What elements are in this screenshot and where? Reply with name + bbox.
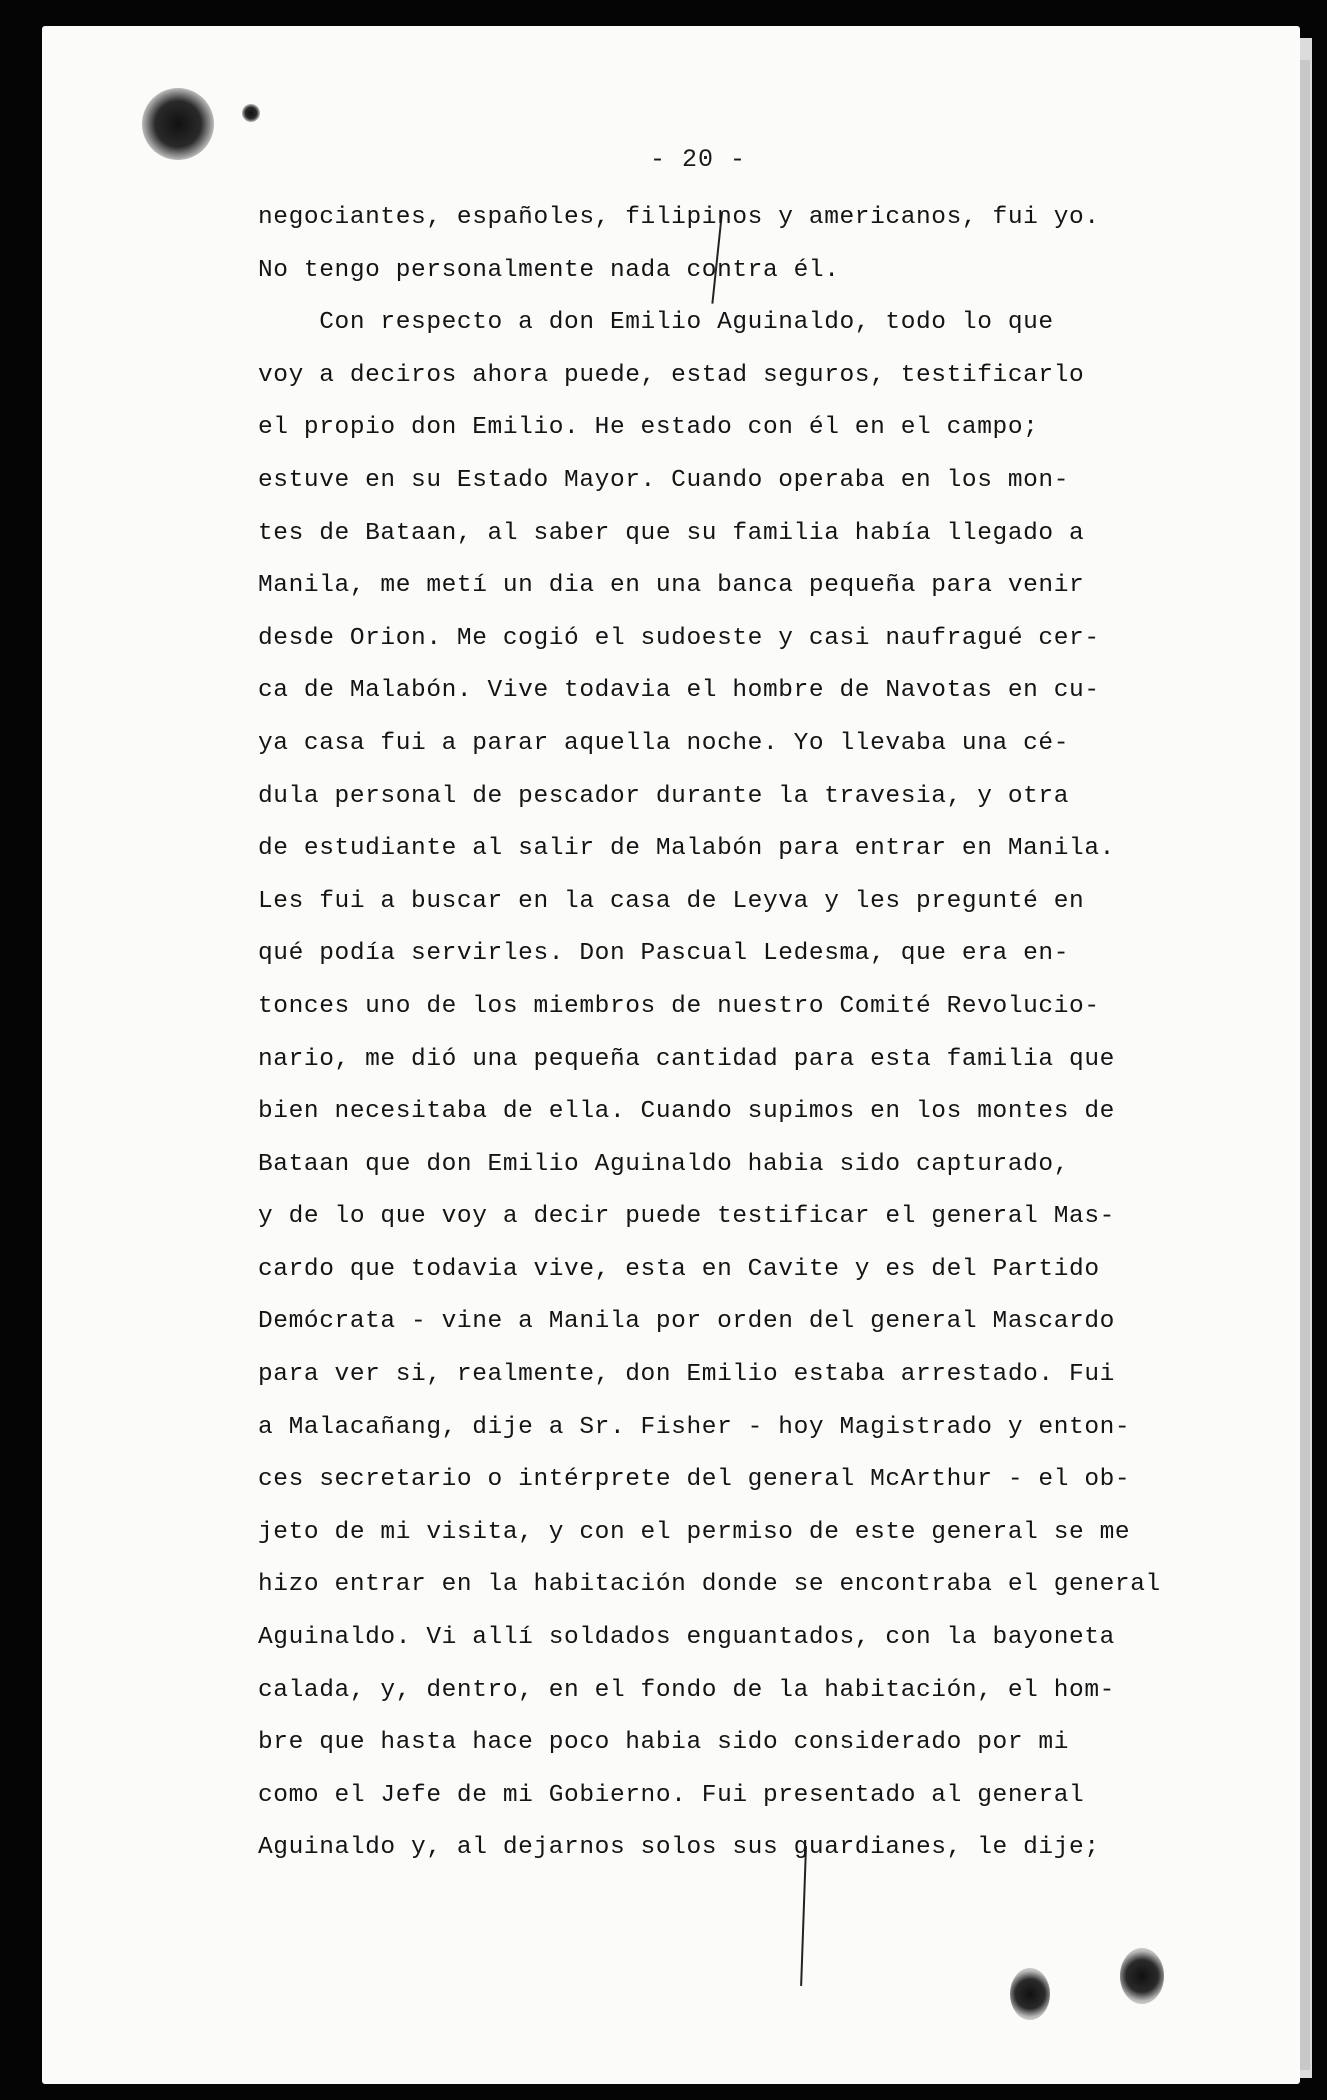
text-line: hizo entrar en la habitación donde se encontraba el general	[258, 1571, 1161, 1599]
ink-blot-bottom-right	[1010, 1968, 1050, 2020]
text-line: Demócrata - vine a Manila por orden del general Mascardo	[258, 1308, 1115, 1336]
text-line: a Malacañang, dije a Sr. Fisher - hoy Magistrado y enton-	[258, 1413, 1131, 1441]
text-line: ca de Malabón. Vive todavia el hombre de Navotas en cu-	[258, 677, 1100, 705]
ink-blot-top-left	[142, 88, 214, 160]
text-line: Manila, me metí un dia en una banca pequeña para venir	[258, 572, 1085, 600]
text-line: y de lo que voy a decir puede testificar el general Mas-	[258, 1203, 1115, 1231]
ink-blot-bottom-right-2	[1120, 1948, 1164, 2004]
text-line: voy a deciros ahora puede, estad seguros, testificarlo	[258, 361, 1085, 389]
text-line: jeto de mi visita, y con el permiso de este general se me	[258, 1518, 1131, 1546]
text-line: ces secretario o intérprete del general McArthur - el ob-	[258, 1466, 1131, 1494]
text-line: como el Jefe de mi Gobierno. Fui presentado al general	[258, 1781, 1085, 1809]
text-line: Aguinaldo. Vi allí soldados enguantados, con la bayoneta	[258, 1624, 1115, 1652]
ink-blot-small-top-left	[242, 104, 260, 122]
text-line: Con respecto a don Emilio Aguinaldo, todo lo que	[258, 309, 1054, 337]
text-line: estuve en su Estado Mayor. Cuando operaba en los mon-	[258, 466, 1070, 494]
text-line: de estudiante al salir de Malabón para entrar en Manila.	[258, 835, 1115, 863]
text-line: qué podía servirles. Don Pascual Ledesma, que era en-	[258, 940, 1070, 968]
text-line: negociantes, españoles, filipinos y americanos, fui yo.	[258, 204, 1100, 231]
text-line: Aguinaldo y, al dejarnos solos sus guardianes, le dije;	[258, 1834, 1100, 1862]
text-line: dula personal de pescador durante la travesia, y otra	[258, 782, 1070, 810]
text-line: tes de Bataan, al saber que su familia había llegado a	[258, 519, 1085, 547]
text-line: No tengo personalmente nada contra él.	[258, 256, 840, 284]
text-line: Bataan que don Emilio Aguinaldo habia sido capturado,	[258, 1150, 1070, 1178]
text-line: para ver si, realmente, don Emilio estaba arrestado. Fui	[258, 1361, 1115, 1389]
text-line: Les fui a buscar en la casa de Leyva y les pregunté en	[258, 887, 1085, 915]
text-line: nario, me dió una pequeña cantidad para esta familia que	[258, 1045, 1115, 1073]
text-line: bre que hasta hace poco habia sido considerado por mi	[258, 1729, 1070, 1757]
page-number: - 20 -	[650, 145, 747, 174]
text-line: ya casa fui a parar aquella noche. Yo llevaba una cé-	[258, 729, 1070, 757]
text-line: cardo que todavia vive, esta en Cavite y es del Partido	[258, 1255, 1100, 1283]
text-line: desde Orion. Me cogió el sudoeste y casi naufragué cer-	[258, 624, 1100, 652]
text-line: tonces uno de los miembros de nuestro Comité Revolucio-	[258, 992, 1100, 1020]
text-line: calada, y, dentro, en el fondo de la habitación, el hom-	[258, 1676, 1115, 1704]
text-line: el propio don Emilio. He estado con él en el campo;	[258, 414, 1039, 442]
text-line: bien necesitaba de ella. Cuando supimos en los montes de	[258, 1098, 1115, 1126]
typed-body-text	[258, 192, 1258, 1875]
